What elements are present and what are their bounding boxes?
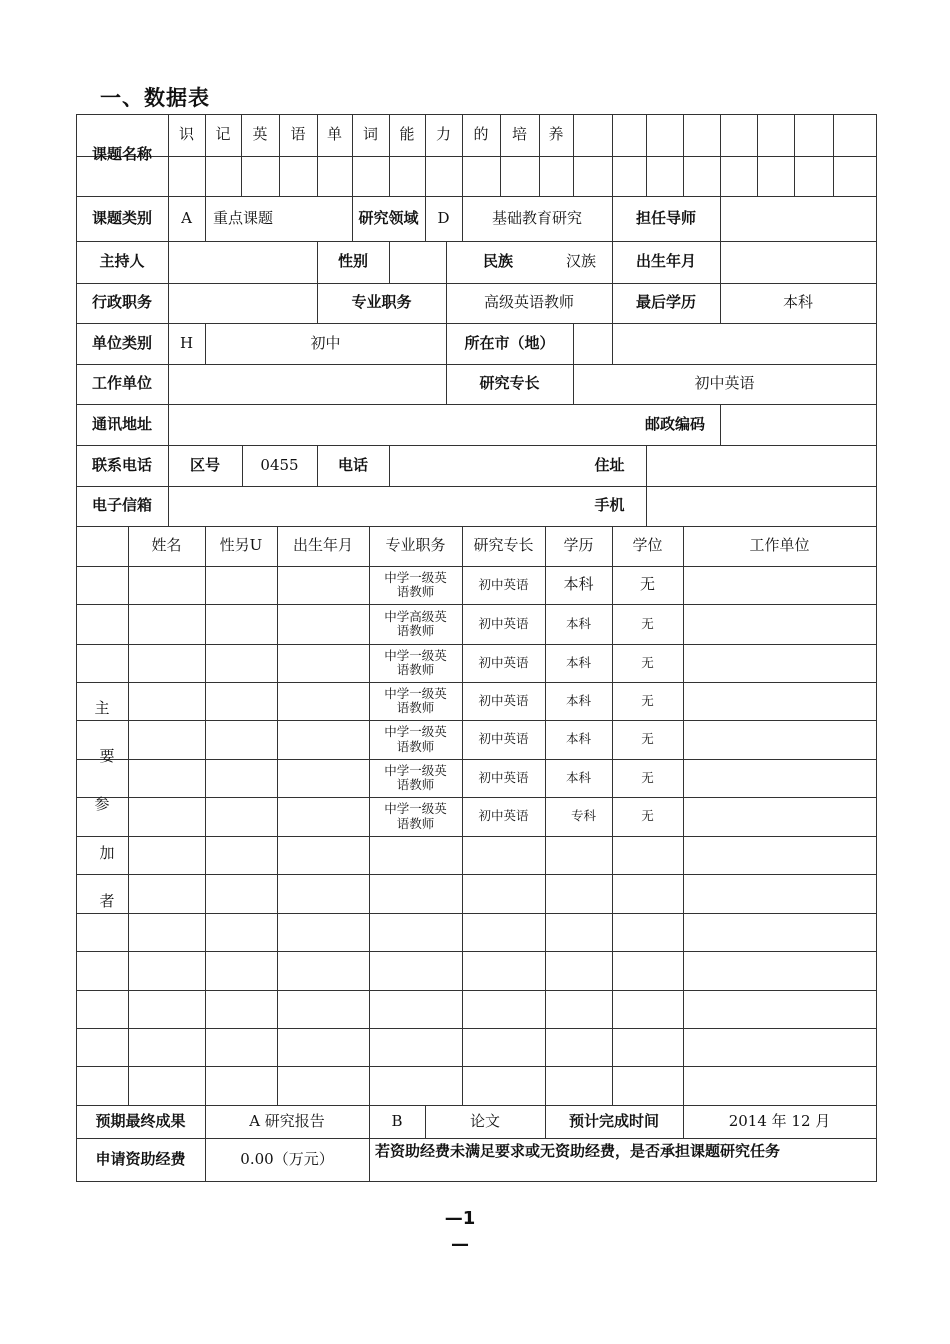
- work-unit-label: 工作单位: [91, 374, 152, 393]
- participant-empty-cell[interactable]: [683, 990, 876, 1028]
- title-char-box[interactable]: 单: [326, 125, 342, 144]
- participant-empty-cell[interactable]: [277, 951, 369, 990]
- participant-cell-birth[interactable]: [277, 759, 369, 797]
- home-address-label: 住址: [594, 455, 625, 474]
- participant-empty-cell[interactable]: [462, 1066, 545, 1105]
- participant-cell-degree[interactable]: 无: [641, 769, 654, 785]
- participant-cell-title[interactable]: 中学一级英语教师: [384, 801, 447, 831]
- table-rule: [76, 1181, 877, 1182]
- participant-empty-cell[interactable]: [462, 836, 545, 874]
- participant-empty-cell[interactable]: [277, 1028, 369, 1066]
- area-code-label: 区号: [189, 455, 220, 474]
- col-header-work-unit: 工作单位: [749, 536, 810, 555]
- title-char-box[interactable]: 的: [473, 125, 489, 144]
- participant-cell-gender[interactable]: [205, 682, 277, 720]
- participant-empty-cell[interactable]: [612, 1028, 683, 1066]
- participant-empty-cell[interactable]: [612, 951, 683, 990]
- participant-cell-birth[interactable]: [277, 797, 369, 836]
- education-label: 最后学历: [635, 293, 696, 312]
- category-value[interactable]: 重点课题: [213, 208, 274, 227]
- table-rule: [833, 114, 834, 197]
- participant-cell-expertise[interactable]: 初中英语: [478, 615, 529, 631]
- participant-cell-edu[interactable]: 本科: [565, 731, 591, 747]
- participant-cell-expertise[interactable]: 初中英语: [478, 692, 529, 708]
- participant-cell-name[interactable]: [128, 720, 205, 759]
- side-label-char: 加: [99, 843, 115, 862]
- participant-cell-edu[interactable]: 本科: [565, 692, 591, 708]
- participant-empty-cell[interactable]: [462, 1028, 545, 1066]
- participant-empty-cell[interactable]: [369, 1066, 462, 1105]
- email-value[interactable]: [168, 486, 573, 526]
- address-value[interactable]: [168, 404, 630, 445]
- table-rule: [794, 114, 795, 197]
- participant-empty-cell[interactable]: [545, 1066, 612, 1105]
- city-label: 所在市（地）: [464, 333, 555, 352]
- email-label: 电子信箱: [91, 496, 152, 515]
- participant-cell-title[interactable]: 中学一级英语教师: [384, 647, 447, 677]
- participant-cell-degree[interactable]: 无: [641, 692, 654, 708]
- participant-empty-cell[interactable]: [683, 1028, 876, 1066]
- unit-type-label: 单位类别: [91, 333, 152, 352]
- participant-empty-cell[interactable]: [462, 913, 545, 951]
- participant-empty-cell[interactable]: [369, 836, 462, 874]
- title-char-box[interactable]: 语: [290, 125, 306, 144]
- participant-empty-cell[interactable]: [683, 836, 876, 874]
- title-char-box[interactable]: 培: [511, 125, 527, 144]
- col-header-gender: 性另U: [219, 536, 263, 555]
- participant-cell-title[interactable]: 中学一级英语教师: [384, 724, 447, 754]
- participant-empty-cell[interactable]: [277, 874, 369, 913]
- outcome-a-value[interactable]: A 研究报告: [249, 1111, 325, 1130]
- participant-cell-birth[interactable]: [277, 566, 369, 604]
- participant-cell-degree[interactable]: 无: [639, 575, 655, 594]
- participant-empty-cell[interactable]: [128, 990, 205, 1028]
- table-rule: [573, 114, 574, 197]
- col-header-title: 专业职务: [385, 536, 446, 555]
- funding-value[interactable]: 0.00（万元）: [240, 1149, 334, 1168]
- mobile-value[interactable]: [646, 486, 876, 526]
- participant-empty-cell[interactable]: [128, 874, 205, 913]
- title-char-box[interactable]: 能: [399, 125, 415, 144]
- finish-time-label: 预计完成时间: [568, 1111, 659, 1130]
- participant-cell-name[interactable]: [128, 682, 205, 720]
- participant-cell-gender[interactable]: [205, 797, 277, 836]
- col-header-education: 学历: [563, 536, 594, 555]
- phone-value[interactable]: [389, 445, 573, 486]
- page-number: —1—: [444, 1208, 476, 1255]
- participant-cell-title[interactable]: 中学高级英语教师: [384, 608, 447, 638]
- participant-cell-gender[interactable]: [205, 720, 277, 759]
- admin-post-label: 行政职务: [91, 293, 152, 312]
- host-value[interactable]: [168, 241, 317, 283]
- participant-cell-name[interactable]: [128, 566, 205, 604]
- participant-cell-name[interactable]: [128, 644, 205, 682]
- participant-cell-name[interactable]: [128, 797, 205, 836]
- title-char-box[interactable]: 英: [252, 125, 268, 144]
- birth-label: 出生年月: [635, 252, 696, 271]
- participant-cell-edu[interactable]: 本科: [565, 615, 591, 631]
- participant-cell-unit[interactable]: [683, 644, 876, 682]
- participant-cell-unit[interactable]: [683, 759, 876, 797]
- outcome-label: 预期最终成果: [95, 1111, 186, 1130]
- participant-cell-expertise[interactable]: 初中英语: [478, 576, 529, 592]
- participant-cell-birth[interactable]: [277, 720, 369, 759]
- participant-cell-degree[interactable]: 无: [641, 808, 654, 824]
- funding-question: 若资助经费未满足要求或无资助经费，是否承担课题研究任务: [375, 1142, 781, 1160]
- phone-row-label: 联系电话: [91, 455, 152, 474]
- side-label-char: 主: [94, 699, 110, 717]
- participant-empty-cell[interactable]: [545, 836, 612, 874]
- participant-cell-name[interactable]: [128, 759, 205, 797]
- participant-cell-degree[interactable]: 无: [641, 615, 654, 631]
- title-label: 课题名称: [91, 145, 152, 164]
- table-rule: [757, 114, 758, 197]
- participant-empty-cell[interactable]: [683, 1066, 876, 1105]
- table-rule: [612, 114, 613, 197]
- participant-empty-cell[interactable]: [205, 951, 277, 990]
- participant-empty-cell[interactable]: [545, 1028, 612, 1066]
- participant-cell-birth[interactable]: [277, 644, 369, 682]
- participant-empty-cell[interactable]: [205, 990, 277, 1028]
- title-char-box[interactable]: 记: [215, 125, 231, 144]
- table-rule: [876, 114, 877, 1182]
- participant-cell-unit[interactable]: [683, 682, 876, 720]
- participant-empty-cell[interactable]: [612, 836, 683, 874]
- outcome-b-value[interactable]: 论文: [469, 1111, 500, 1130]
- expertise-value[interactable]: 初中英语: [694, 374, 755, 393]
- participant-cell-expertise[interactable]: 初中英语: [478, 731, 529, 747]
- participant-cell-expertise[interactable]: 初中英语: [478, 769, 529, 785]
- participant-empty-cell[interactable]: [128, 951, 205, 990]
- participant-empty-cell[interactable]: [545, 951, 612, 990]
- postcode-label: 邮政编码: [644, 414, 705, 433]
- title-char-box[interactable]: 词: [362, 125, 378, 144]
- participant-empty-cell[interactable]: [369, 1028, 462, 1066]
- prof-title-label: 专业职务: [351, 293, 412, 312]
- phone-label: 电话: [337, 455, 368, 474]
- table-rule: [683, 114, 684, 197]
- home-address-value[interactable]: [646, 445, 876, 486]
- participant-empty-cell[interactable]: [205, 1066, 277, 1105]
- participant-empty-cell[interactable]: [462, 951, 545, 990]
- participant-empty-cell[interactable]: [369, 874, 462, 913]
- category-label: 课题类别: [91, 208, 152, 227]
- participant-cell-gender[interactable]: [205, 604, 277, 644]
- participant-cell-name[interactable]: [128, 604, 205, 644]
- area-code-value[interactable]: 0455: [260, 455, 299, 474]
- table-rule: [646, 114, 647, 197]
- gender-value[interactable]: [389, 241, 446, 283]
- participant-empty-cell[interactable]: [612, 990, 683, 1028]
- participant-cell-gender[interactable]: [205, 759, 277, 797]
- table-rule: [720, 114, 721, 197]
- participant-cell-birth[interactable]: [277, 682, 369, 720]
- finish-time-value[interactable]: 2014 年 12 月: [728, 1111, 831, 1130]
- participant-cell-birth[interactable]: [277, 604, 369, 644]
- participant-empty-cell[interactable]: [462, 874, 545, 913]
- participant-cell-title[interactable]: 中学一级英语教师: [384, 685, 447, 715]
- expertise-label: 研究专长: [479, 374, 540, 393]
- participants-side-label: [76, 700, 128, 910]
- education-value[interactable]: 本科: [782, 293, 813, 312]
- participant-empty-cell[interactable]: [612, 1066, 683, 1105]
- participant-empty-cell[interactable]: [277, 913, 369, 951]
- participant-cell-degree[interactable]: 无: [641, 654, 654, 670]
- participant-cell-expertise[interactable]: 初中英语: [478, 808, 529, 824]
- participant-cell-title[interactable]: 中学一级英语教师: [384, 569, 447, 599]
- host-label: 主持人: [99, 252, 145, 271]
- participant-cell-unit[interactable]: [683, 797, 876, 836]
- participant-empty-cell[interactable]: [462, 990, 545, 1028]
- participant-cell-edu[interactable]: 本科: [565, 769, 591, 785]
- participant-cell-gender[interactable]: [205, 566, 277, 604]
- mentor-value[interactable]: [720, 196, 876, 241]
- postcode-value[interactable]: [720, 404, 876, 445]
- participant-empty-cell[interactable]: [545, 913, 612, 951]
- participant-empty-cell[interactable]: [277, 990, 369, 1028]
- city-value[interactable]: [573, 323, 612, 364]
- birth-value[interactable]: [720, 241, 876, 283]
- admin-post-value[interactable]: [168, 283, 317, 323]
- work-unit-value[interactable]: [168, 364, 446, 404]
- participant-empty-cell[interactable]: [277, 1066, 369, 1105]
- col-header-expertise: 研究专长: [473, 536, 534, 555]
- funding-label: 申请资助经费: [95, 1149, 186, 1168]
- participant-cell-unit[interactable]: [683, 604, 876, 644]
- side-label-char: 要: [99, 747, 115, 766]
- participant-cell-edu[interactable]: 本科: [565, 654, 591, 670]
- participant-empty-cell[interactable]: [128, 1028, 205, 1066]
- participant-cell-unit[interactable]: [683, 720, 876, 759]
- participant-empty-cell[interactable]: [277, 836, 369, 874]
- ethnic-value[interactable]: 汉族: [565, 252, 596, 271]
- col-header-birth: 出生年月: [292, 536, 353, 555]
- participant-empty-cell[interactable]: [612, 874, 683, 913]
- participant-empty-cell[interactable]: [369, 913, 462, 951]
- title-char-box[interactable]: 养: [548, 125, 564, 144]
- category-code[interactable]: A: [181, 208, 192, 227]
- prof-title-value[interactable]: 高级英语教师: [483, 293, 574, 312]
- participant-cell-title[interactable]: 中学一级英语教师: [384, 762, 447, 792]
- participant-empty-cell[interactable]: [683, 913, 876, 951]
- participant-empty-cell[interactable]: [683, 951, 876, 990]
- participant-empty-cell[interactable]: [612, 913, 683, 951]
- title-char-box[interactable]: 识: [178, 125, 194, 144]
- participant-empty-cell[interactable]: [128, 913, 205, 951]
- participant-empty-cell[interactable]: [369, 990, 462, 1028]
- field-label: 研究领域: [358, 208, 419, 227]
- participant-empty-cell[interactable]: [205, 1028, 277, 1066]
- page-heading: 一、数据表: [100, 86, 210, 110]
- participant-empty-cell[interactable]: [128, 836, 205, 874]
- field-code[interactable]: D: [437, 208, 450, 227]
- participant-empty-cell[interactable]: [205, 836, 277, 874]
- gender-label: 性别: [337, 252, 368, 271]
- participant-empty-cell[interactable]: [205, 874, 277, 913]
- mentor-label: 担任导师: [635, 208, 696, 227]
- side-label-char: 者: [99, 891, 115, 910]
- unit-type-value[interactable]: 初中: [310, 333, 341, 352]
- participant-empty-cell[interactable]: [205, 913, 277, 951]
- side-label-char: 参: [94, 795, 110, 814]
- address-label: 通讯地址: [91, 414, 152, 433]
- participant-empty-cell[interactable]: [545, 990, 612, 1028]
- participant-cell-edu[interactable]: 专科: [570, 808, 596, 824]
- participant-empty-cell[interactable]: [545, 874, 612, 913]
- col-header-name: 姓名: [151, 536, 182, 555]
- participant-cell-degree[interactable]: 无: [641, 731, 654, 747]
- ethnic-label: 民族: [482, 252, 513, 271]
- col-header-degree: 学位: [632, 536, 663, 555]
- participant-cell-expertise[interactable]: 初中英语: [478, 654, 529, 670]
- mobile-label: 手机: [594, 496, 625, 515]
- field-value[interactable]: 基础教育研究: [491, 208, 582, 227]
- participant-empty-cell[interactable]: [128, 1066, 205, 1105]
- participant-cell-edu[interactable]: 本科: [563, 575, 594, 594]
- table-rule: [612, 323, 613, 365]
- unit-type-code[interactable]: H: [179, 333, 194, 352]
- outcome-b-code[interactable]: B: [391, 1111, 403, 1130]
- title-char-box[interactable]: 力: [435, 125, 451, 144]
- participant-cell-gender[interactable]: [205, 644, 277, 682]
- participant-empty-cell[interactable]: [683, 874, 876, 913]
- participant-cell-unit[interactable]: [683, 566, 876, 604]
- participant-empty-cell[interactable]: [369, 951, 462, 990]
